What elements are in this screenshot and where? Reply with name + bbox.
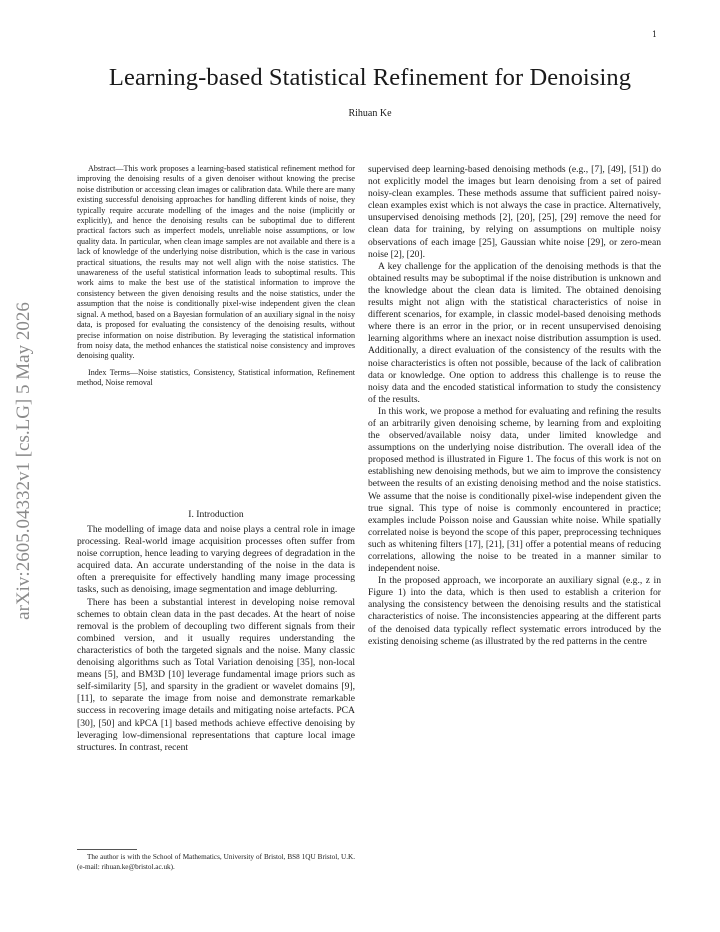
body-paragraph: supervised deep learning-based denoising methods (e.g., [7], [49], [51]) do not explicitly model the images but learn denoising from a set of paired noisy-clean examples. These methods assume that sufficient paired noisy-clean examples exist which is not always the case in practice. Alternatively, unsupervised denoising methods [2], [20], [25], [29] remove the need for clean data for training, by relying on assumptions on multiple noisy observations of each image [25], Gaussian white noise [29], or zero-mean noise [2], [20]. (368, 164, 661, 260)
footnote (77, 853, 355, 872)
section-heading: I. Introduction (188, 509, 244, 520)
body-paragraph: In this work, we propose a method for evaluating and refining the results of an arbitrarily given denoising scheme, by learning from and exploiting the observed/available noisy data, under limited knowledge and assumptions on the underlying noise distribution. The overall idea of the proposed method is illustrated in Figure 1. The focus of this work is not on establishing new denoising methods, but we aim to improve the consistency between the results of an existing denoising method and the noise statistics. We assume that the noise is conditionally pixel-wise independent given the true signal. This type of noise is commonly encountered in practice; examples include Poisson noise and Gaussian white noise. While spatially correlated noise is beyond the scope of this paper, preprocessing techniques such as whitening filters [17], [21], [31] offer a potential means of reducing correlations, allowing the noise to be treated in a manner similar to independent noise. (368, 405, 661, 575)
footnote-rule (77, 849, 137, 850)
introduction-left-column (77, 509, 355, 754)
abstract-block (77, 164, 355, 389)
body-paragraph: A key challenge for the application of the denoising methods is that the obtained results may be suboptimal if the noise distribution is unknown and the knowledge about the clean data is limited. The obtained denoising results might not align with the statistical characteristics of noise in different scenarios, for example, in classic model-based denoising methods where there is an error in the prior, or in recent unsupervised denoising learning algorithms where an inexact noise distribution assumption is used. Additionally, a direct evaluation of the consistency of the results with the noise characteristics is often not possible, because of the lack of calibration data or knowledge. One option to address this challenge is to reuse the noisy data and the encoded statistical information to study the consistency of the results. (368, 260, 661, 405)
arxiv-stamp-text: arXiv:2605.04332v1 [cs.LG] 5 May 2026 (13, 302, 34, 620)
paper-title: Learning-based Statistical Refinement for Denoising (108, 64, 632, 91)
abstract-text: Abstract—This work proposes a learning-based statistical refinement method for improving the denoising results of a given denoiser without knowing the precise noise distribution or accessing clean images or calibration data. While there are many existing successful denoising approaches for handling different kinds of noise, they typically require accurate modelling of the images and the noise (implicitly or explicitly), and hence the denoising results can be suboptimal due to different practical factors such as imperfect models, unreliable noise assumptions, or low quality data. In particular, when clean image samples are not available and there is a lack of knowledge of the underlying noise distribution, which is the case in various practical situations, the results may not well align with the noise statistics. The unawareness of the useful statistical information leads to suboptimal results. This work aims to make the best use of the statistical information to improve the consistency between the given denoising results and the noise statistics, under the assumption that the noise is conditionally pixel-wise independent given the clean signal. A method, based on a Bayesian formulation of an auxiliary signal in the noisy data, is proposed for evaluating the consistency of the denoising results, without precise information on noise distribution. By leveraging the statistical information from noisy data, the method enhances the statistical noise consistency and improves denoising quality. (77, 164, 355, 361)
body-paragraph: In the proposed approach, we incorporate an auxiliary signal (e.g., z in Figure 1) into the data, which is then used to establish a criterion for analysing the consistency between the denoising results and the statistical characteristics of noise. The inconsistencies appearing at the different parts of the denoised data typically reflect systematic errors introduced by the existing denoising scheme (as illustrated by the red patterns in the centre (368, 575, 661, 647)
index-terms: Index Terms—Noise statistics, Consistency, Statistical information, Refinement method, Noise removal (77, 367, 355, 388)
author-name: Rihuan Ke (348, 108, 392, 119)
page-number: 1 (652, 30, 658, 39)
footnote-text: The author is with the School of Mathematics, University of Bristol, BS8 1QU Bristol, U.K. (e-mail: rihuan.ke@bristol.ac.uk). (77, 853, 355, 871)
intro-paragraph: There has been a substantial interest in developing noise removal schemes to obtain clean data in the past decades. At the heart of noise removal is the problem of decoupling two different signals from their combined version, and it usually requires understanding the characteristics of both the targeted signals and the noise. Many classic denoising algorithms such as Total Variation denoising [35], non-local means [5], and BM3D [10] leverage fundamental image priors such as self-similarity [5], and sparsity in the gradient or wavelet domains [9], [11], to separate the image from noise and demonstrate remarkable success in recovering image details and mitigating noise artefacts. PCA [30], [50] and kPCA [1] based methods achieve effective denoising by leveraging low-dimensional representations that capture local image structures. In contrast, recent (77, 596, 355, 753)
intro-paragraph: The modelling of image data and noise plays a central role in image processing. Real-world image acquisition processes often suffer from noise corruption, hence leading to varying degrees of degradation in the acquired data. An accurate understanding of the noise in the data is often a prerequisite for effectively handling many image processing tasks, such as denoising, image segmentation and image deblurring. (77, 524, 355, 596)
right-column (368, 164, 661, 648)
